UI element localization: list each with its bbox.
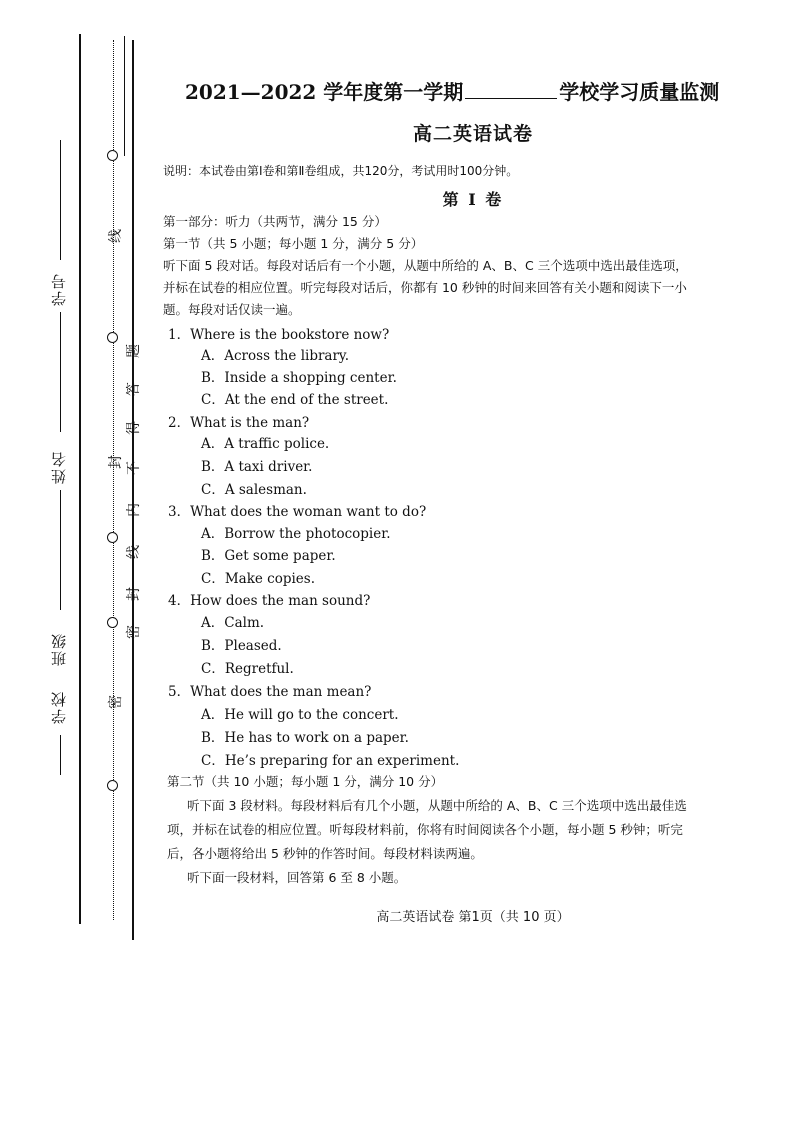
exam-subtitle: 高二英语试卷 [412, 123, 533, 145]
warning-char: 内 [126, 503, 142, 517]
warning-char: 封 [126, 587, 142, 601]
answer-option[interactable]: B．Inside a shopping center. [201, 370, 397, 386]
warning-char: 线 [126, 545, 142, 559]
school-name-blank[interactable] [465, 82, 557, 99]
seal-mark: 封 [108, 455, 124, 469]
question-stem: 2．What is the man? [168, 415, 310, 431]
cut-circle [107, 617, 118, 628]
warning-char: 不 [126, 461, 142, 475]
name-label: 姓名 [50, 450, 68, 484]
instruction-line: 后，各小题将给出 5 秒钟的作答时间。每段材料读两遍。 [167, 846, 483, 861]
student-id-blank-lower[interactable] [60, 312, 61, 432]
instruction-line: 题。每段对话仅读一遍。 [163, 302, 301, 317]
part-heading: 第一部分：听力（共两节，满分 15 分） [163, 214, 387, 229]
instruction-line: 听下面 3 段材料。每段材料后有几个小题，从题中所给的 A、B、C 三个选项中选出最佳选 [187, 798, 687, 813]
binding-border-line [132, 40, 134, 940]
warning-char: 得 [126, 421, 142, 435]
binding-border-line [79, 34, 81, 924]
binding-margin [0, 0, 150, 1122]
question-stem: 3．What does the woman want to do? [168, 504, 427, 520]
cut-circle [107, 532, 118, 543]
cut-circle [107, 780, 118, 791]
question-stem: 4．How does the man sound? [168, 593, 371, 609]
page-footer: 高二英语试卷 第1页（共 10 页） [376, 910, 570, 925]
section-heading: 第一节（共 5 小题；每小题 1 分，满分 5 分） [163, 236, 424, 251]
answer-option[interactable]: B．Get some paper. [201, 548, 336, 564]
school-blank[interactable] [60, 735, 61, 775]
student-id-label: 学号 [50, 272, 68, 306]
warning-char: 题 [126, 344, 142, 358]
answer-option[interactable]: C．A salesman. [201, 482, 307, 498]
instruction-line: 听下面 5 段对话。每段对话后有一个小题，从题中所给的 A、B、C 三个选项中选出最佳选项， [163, 258, 688, 273]
instruction-line: 项，并标在试卷的相应位置。听每段材料前，你将有时间阅读各个小题，每小题 5 秒钟；听完 [167, 822, 683, 837]
school-label: 学校 [50, 690, 68, 724]
question-stem: 5．What does the man mean? [168, 684, 372, 700]
answer-option[interactable]: B．Pleased. [201, 638, 282, 654]
instruction-line: 并标在试卷的相应位置。听完每段对话后，你都有 10 秒钟的时间来回答有关小题和阅读下一小 [163, 280, 687, 295]
answer-option[interactable]: B．He has to work on a paper. [201, 730, 409, 746]
answer-option[interactable]: A．Borrow the photocopier. [201, 526, 391, 542]
answer-option[interactable]: C．At the end of the street. [201, 392, 389, 408]
cut-circle [107, 332, 118, 343]
warning-char: 答 [126, 382, 142, 396]
title-term: 2021—2022 学年度第一学期 [185, 80, 464, 104]
question-stem: 1．Where is the bookstore now? [168, 327, 390, 343]
binding-border-line [124, 36, 125, 156]
section-heading: 第二节（共 10 小题；每小题 1 分，满分 10 分） [167, 774, 444, 789]
answer-option[interactable]: C．He’s preparing for an experiment. [201, 753, 460, 769]
answer-option[interactable]: B．A taxi driver. [201, 459, 313, 475]
exam-title [185, 76, 719, 105]
answer-option[interactable]: A．Across the library. [201, 348, 350, 364]
warning-char: 密 [126, 625, 142, 639]
title-monitoring: 学校学习质量监测 [559, 80, 720, 104]
seal-mark: 密 [108, 695, 124, 709]
cut-circle [107, 150, 118, 161]
student-id-blank[interactable] [60, 140, 61, 260]
instruction-line: 听下面一段材料，回答第 6 至 8 小题。 [187, 870, 407, 885]
answer-option[interactable]: A．Calm. [201, 615, 265, 631]
answer-option[interactable]: A．A traffic police. [201, 436, 330, 452]
volume-heading: 第 Ⅰ 卷 [442, 190, 504, 209]
name-blank[interactable] [60, 490, 61, 610]
seal-mark: 线 [108, 229, 124, 243]
class-label: 班级 [50, 632, 68, 666]
answer-option[interactable]: A．He will go to the concert. [201, 707, 399, 723]
answer-option[interactable]: C．Make copies. [201, 571, 316, 587]
answer-option[interactable]: C．Regretful. [201, 661, 294, 677]
exam-note: 说明：本试卷由第Ⅰ卷和第Ⅱ卷组成，共120分，考试用时100分钟。 [163, 164, 519, 178]
